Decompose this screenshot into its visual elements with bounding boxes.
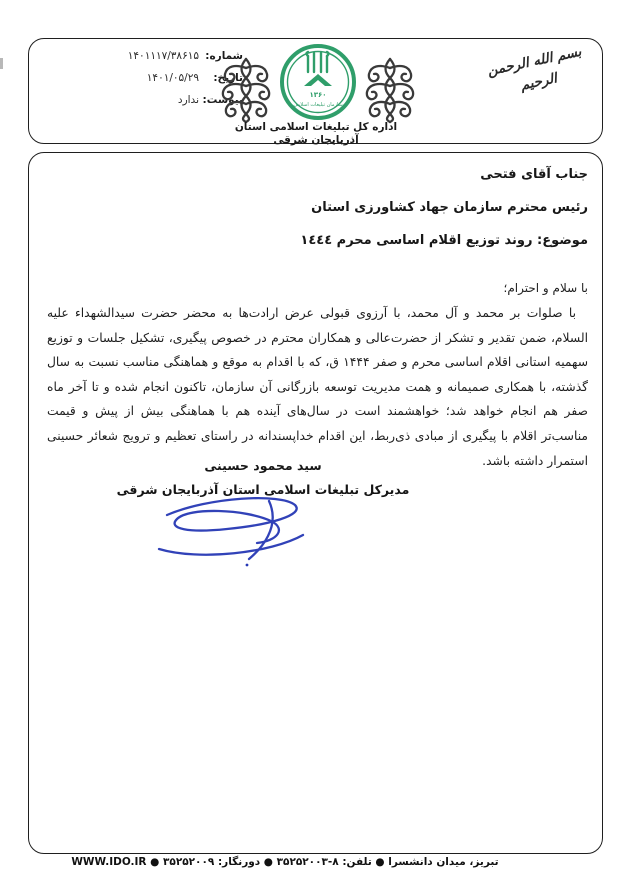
field-number-label: شماره: bbox=[205, 50, 243, 62]
scan-artifact bbox=[0, 58, 3, 69]
footer-contact-line: تبریز، میدان دانشسرا ● تلفن: ۸-۳۵۲۵۲۰۰۳ ● دورنگار: ۳۵۲۵۲۰۰۹ ● WWW.IDO.IR bbox=[71, 856, 499, 868]
logo-year: ۱۳۶۰ bbox=[309, 91, 327, 99]
field-attachment-value: ندارد bbox=[177, 94, 199, 106]
organization-logo bbox=[279, 41, 357, 123]
salutation: با سلام و احترام؛ bbox=[503, 281, 588, 295]
arabesque-ornament-icon bbox=[359, 55, 421, 125]
recipient-name: جناب آقای فتحی bbox=[480, 167, 588, 182]
field-number-value: ۱۴۰۱۱۱۷/۳۸۶۱۵ bbox=[127, 50, 199, 62]
field-date-label: تاریخ: bbox=[213, 72, 243, 84]
organization-name: اداره کل تبلیغات اسلامی استان آذربایجان شرقی bbox=[234, 121, 398, 146]
field-date-value: ۱۴۰۱/۰۵/۲۹ bbox=[146, 72, 199, 84]
signer-title: مدیرکل تبلیغات اسلامی استان آذربایجان شرقی bbox=[116, 482, 410, 497]
letterhead-box bbox=[28, 38, 603, 144]
field-attachment-label: پیوست: bbox=[202, 94, 243, 106]
subject-line: موضوع: روند توزیع اقلام اساسی محرم ١٤٤٤ bbox=[300, 233, 588, 248]
handwritten-signature bbox=[147, 485, 315, 571]
recipient-title: رئیس محترم سازمان جهاد کشاورزی استان bbox=[311, 200, 588, 215]
signer-name: سید محمود حسینی bbox=[204, 458, 322, 473]
bismillah-calligraphy: بسم الله الرحمن الرحیم bbox=[486, 43, 583, 94]
logo-caption: سازمان تبلیغات اسلامی bbox=[293, 102, 343, 108]
letter-body-box bbox=[28, 152, 603, 854]
letter-body-text: با صلوات بر محمد و آل محمد، با آرزوی قبولی عرض ارادت‌ها به محضر حضرت سیدالشهداء علیه السلام، ضمن تقدیر و تشکر از حضرت‌عالی و همکاران محترم در خصوص پیگیری، تشکیل جلسات و توزیع سهمیه استانی اقلام اساسی محرم و صفر ۱۴۴۴ ق، که با اقدام به موقع و هماهنگی مناسب نسبت به سال گذشته، با همکاری صمیمانه و همت مدیریت توسعه بازرگانی آن سازمان، تاکنون انجام شده و تا آخر ماه صفر هم انجام خواهد شد؛ خواهشمند است در سال‌های آینده هم با هماهنگی بیش از پیش و قیمت مناسب‌تر اقلام با پیگیری از مبادی ذی‌ربط، این اقدام خداپسندانه در راستای تعظیم و ترویج شعائر حسینی استمرار داشته باشد. bbox=[47, 306, 588, 468]
arabesque-ornament-icon bbox=[215, 55, 277, 125]
